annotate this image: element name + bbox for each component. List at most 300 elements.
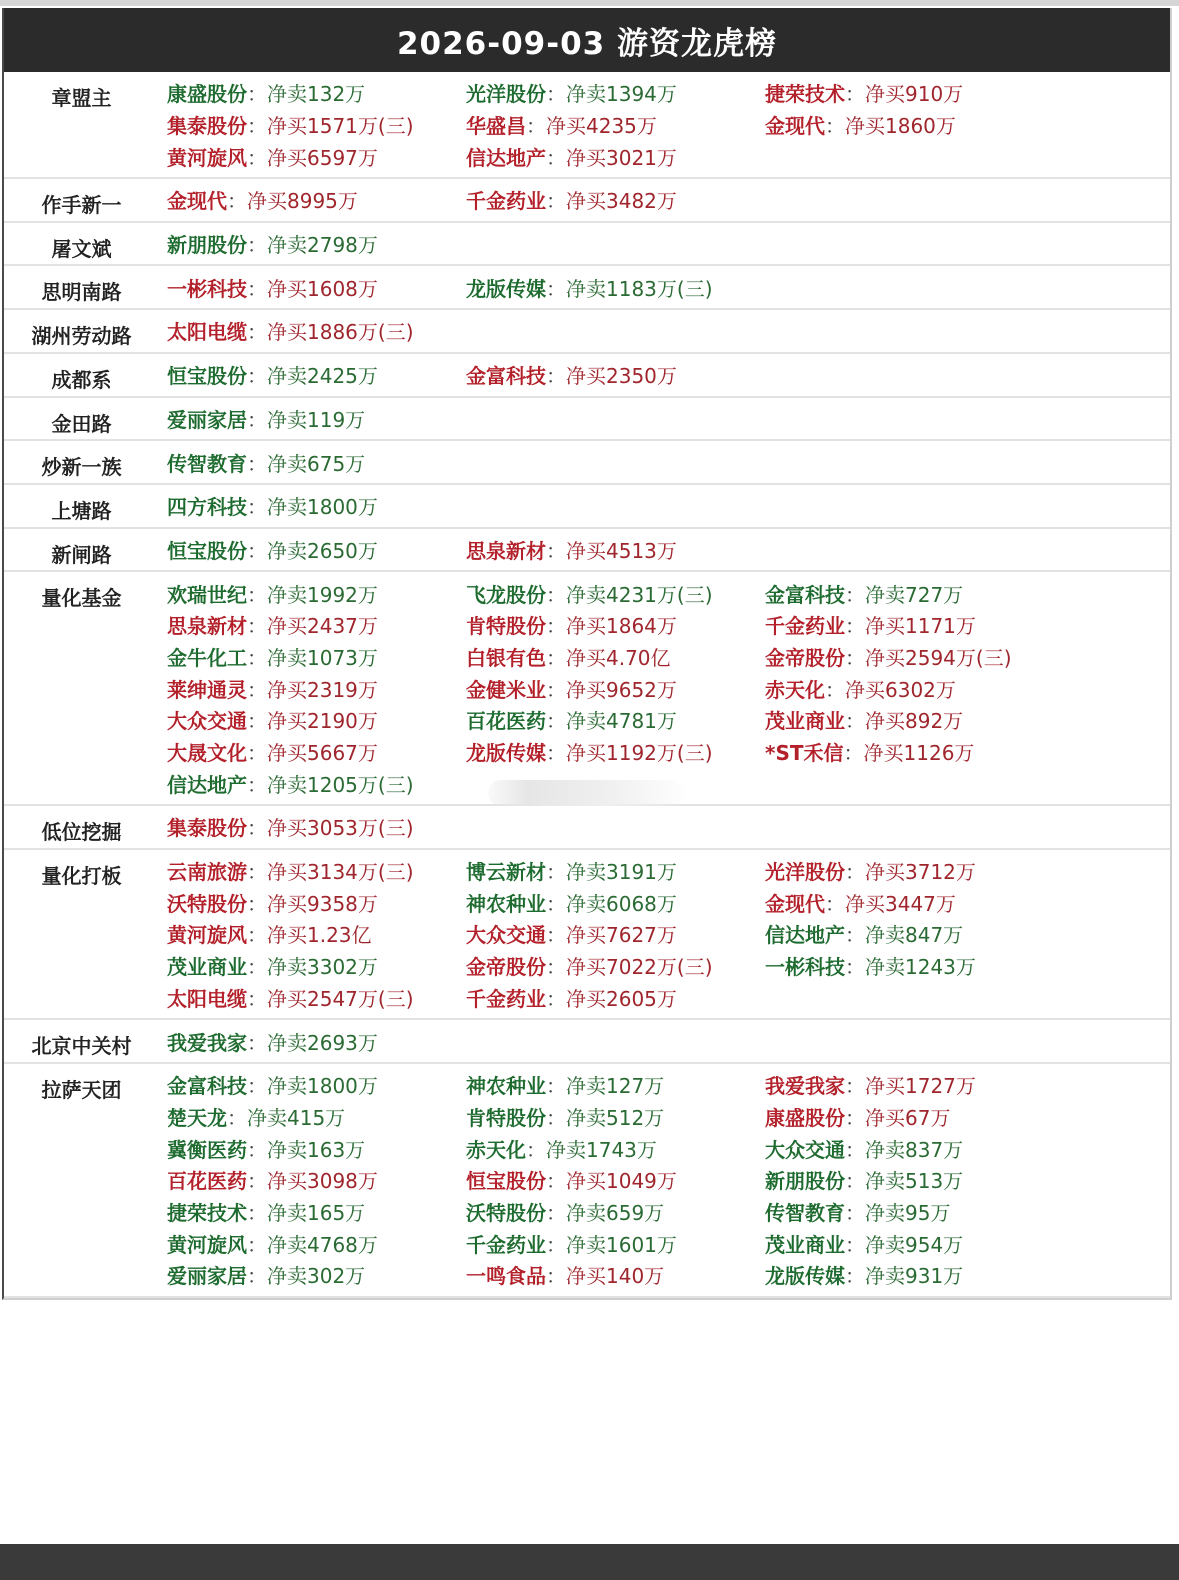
net-flow: 净买892万 xyxy=(865,709,964,734)
stock-name: 新朋股份 xyxy=(765,1169,845,1194)
net-flow: 净买9358万 xyxy=(267,891,378,916)
net-flow: 净买3021万 xyxy=(566,145,677,170)
separator: ： xyxy=(546,1264,566,1289)
stock-name: 金富科技 xyxy=(167,1074,247,1099)
stock-name: 捷荣技术 xyxy=(167,1200,247,1225)
net-flow: 净买2350万 xyxy=(566,364,677,389)
trade-entry xyxy=(466,705,765,734)
stock-name: 爱丽家居 xyxy=(167,1264,247,1289)
net-flow: 净买9652万 xyxy=(566,677,677,702)
separator: ： xyxy=(546,614,566,639)
net-flow: 净卖3302万 xyxy=(267,955,378,980)
trade-entry xyxy=(466,1229,765,1258)
separator: ： xyxy=(526,1137,546,1162)
trade-entry xyxy=(765,737,1165,766)
net-flow: 净卖727万 xyxy=(865,582,964,607)
trader-row xyxy=(4,1064,1170,1298)
trade-entry xyxy=(466,888,765,917)
trade-entry xyxy=(167,448,466,477)
separator: ： xyxy=(247,955,267,980)
stock-name: 莱绅通灵 xyxy=(167,677,247,702)
separator: ： xyxy=(247,1169,267,1194)
trade-entry xyxy=(466,674,765,703)
stock-name: 集泰股份 xyxy=(167,816,247,841)
net-flow: 净买7627万 xyxy=(566,923,677,948)
trader-name: 低位挖掘 xyxy=(41,820,122,845)
separator: ： xyxy=(247,495,267,520)
net-flow: 净买2605万 xyxy=(566,986,677,1011)
net-flow: 净买3712万 xyxy=(865,860,976,885)
trader-name: 量化打板 xyxy=(41,863,122,888)
stock-name: 金帝股份 xyxy=(765,645,845,670)
trader-row xyxy=(4,572,1170,806)
trade-entry xyxy=(466,360,765,389)
stock-name: 冀衡医药 xyxy=(167,1137,247,1162)
separator: ： xyxy=(546,986,566,1011)
trader-name: 章盟主 xyxy=(51,86,112,110)
stock-name: 信达地产 xyxy=(466,145,546,170)
stock-name: 一彬科技 xyxy=(167,276,247,301)
trader-row xyxy=(4,354,1170,398)
net-flow: 净卖1601万 xyxy=(566,1232,677,1257)
trade-entry xyxy=(167,856,466,885)
trade-entry xyxy=(466,1134,765,1163)
stock-name: 赤天化 xyxy=(466,1137,526,1162)
net-flow: 净买1727万 xyxy=(865,1074,976,1099)
stock-name: 龙版传媒 xyxy=(466,276,546,301)
trade-entry xyxy=(765,1070,1165,1099)
stock-name: 百花医药 xyxy=(466,709,546,734)
separator: ： xyxy=(247,407,267,432)
separator: ： xyxy=(247,614,267,639)
trade-list xyxy=(159,398,1170,440)
separator: ： xyxy=(825,677,845,702)
trade-entry xyxy=(765,579,1165,608)
stock-name: 欢瑞世纪 xyxy=(167,582,247,607)
stock-name: 龙版传媒 xyxy=(765,1264,845,1289)
separator: ： xyxy=(247,276,267,301)
trade-entry xyxy=(466,78,765,107)
trade-entry xyxy=(765,1229,1165,1258)
trade-list xyxy=(159,572,1170,804)
stock-name: 捷荣技术 xyxy=(765,82,845,107)
net-flow: 净卖302万 xyxy=(267,1264,366,1289)
trade-list xyxy=(159,441,1170,483)
trader-row xyxy=(4,850,1170,1020)
separator: ： xyxy=(546,364,566,389)
trader-row xyxy=(4,310,1170,354)
stock-name: 黄河旋风 xyxy=(167,1232,247,1257)
separator: ： xyxy=(247,114,267,139)
trade-entry xyxy=(466,642,765,671)
trade-list xyxy=(159,529,1170,571)
stock-name: 千金药业 xyxy=(466,986,546,1011)
net-flow: 净卖1743万 xyxy=(546,1137,657,1162)
trade-entry xyxy=(466,951,765,980)
trade-entry xyxy=(167,674,466,703)
separator: ： xyxy=(546,1074,566,1099)
trade-entry xyxy=(167,919,466,948)
trade-entry xyxy=(466,579,765,608)
stock-name: 茂业商业 xyxy=(765,1232,845,1257)
trade-list xyxy=(159,1020,1170,1062)
net-flow: 净买4513万 xyxy=(566,538,677,563)
separator: ： xyxy=(843,741,864,766)
separator: ： xyxy=(546,891,566,916)
stock-name: 黄河旋风 xyxy=(167,145,247,170)
trade-entry xyxy=(167,404,466,433)
separator: ： xyxy=(546,189,566,214)
trade-entry xyxy=(167,888,466,917)
net-flow: 净买1864万 xyxy=(566,614,677,639)
separator: ： xyxy=(546,145,566,170)
net-flow: 净买1886万(三) xyxy=(267,320,414,345)
net-flow: 净卖1183万(三) xyxy=(566,276,713,301)
stock-name: 大众交通 xyxy=(765,1137,845,1162)
net-flow: 净卖4768万 xyxy=(267,1232,378,1257)
trade-entry xyxy=(765,674,1165,703)
stock-name: 集泰股份 xyxy=(167,114,247,139)
stock-name: 大众交通 xyxy=(466,923,546,948)
top-strip xyxy=(0,0,1179,6)
stock-name: 思泉新材 xyxy=(466,538,546,563)
separator: ： xyxy=(845,1264,865,1289)
stock-name: 龙版传媒 xyxy=(466,741,546,766)
stock-name: 神农种业 xyxy=(466,891,546,916)
trade-entry xyxy=(466,142,765,171)
page-title: 2026-09-03 游资龙虎榜 xyxy=(4,8,1170,72)
net-flow: 净买67万 xyxy=(865,1105,951,1130)
separator: ： xyxy=(526,114,546,139)
trader-name: 金田路 xyxy=(51,411,112,436)
stock-name: 一彬科技 xyxy=(765,955,845,980)
trade-entry xyxy=(167,110,466,139)
separator: ： xyxy=(247,891,267,916)
stock-name: 太阳电缆 xyxy=(167,986,247,1011)
stock-name: 信达地产 xyxy=(765,923,845,948)
trade-entry xyxy=(466,983,765,1012)
stock-name: 千金药业 xyxy=(765,614,845,639)
net-flow: 净买2594万(三) xyxy=(865,645,1012,670)
trader-name: 量化基金 xyxy=(41,586,122,611)
separator: ： xyxy=(546,276,566,301)
separator: ： xyxy=(845,860,865,885)
net-flow: 净卖2650万 xyxy=(267,538,378,563)
net-flow: 净买1171万 xyxy=(865,614,976,639)
trade-entry xyxy=(167,491,466,520)
trader-row xyxy=(4,179,1170,223)
stock-name: 沃特股份 xyxy=(167,891,247,916)
net-flow: 净买2319万 xyxy=(267,677,378,702)
separator: ： xyxy=(845,1232,865,1257)
trade-entry xyxy=(167,1070,466,1099)
stock-name: 赤天化 xyxy=(765,677,825,702)
trade-entry xyxy=(167,316,466,345)
separator: ： xyxy=(227,1105,247,1130)
separator: ： xyxy=(247,451,267,476)
trade-entry xyxy=(167,1197,466,1226)
trader-row xyxy=(4,398,1170,442)
trader-row xyxy=(4,1020,1170,1064)
stock-name: 茂业商业 xyxy=(765,709,845,734)
separator: ： xyxy=(247,1137,267,1162)
separator: ： xyxy=(845,645,865,670)
stock-name: 太阳电缆 xyxy=(167,320,247,345)
net-flow: 净买140万 xyxy=(566,1264,665,1289)
trade-entry xyxy=(765,919,1165,948)
trader-row xyxy=(4,441,1170,485)
separator: ： xyxy=(247,923,267,948)
stock-name: 恒宝股份 xyxy=(167,364,247,389)
stock-name: 千金药业 xyxy=(466,1232,546,1257)
trade-entry xyxy=(167,705,466,734)
net-flow: 净买1608万 xyxy=(267,276,378,301)
separator: ： xyxy=(546,677,566,702)
net-flow: 净卖2425万 xyxy=(267,364,378,389)
net-flow: 净卖659万 xyxy=(566,1200,665,1225)
trader-row xyxy=(4,266,1170,310)
dragon-tiger-sheet xyxy=(2,8,1172,1300)
net-flow: 净买8995万 xyxy=(247,189,358,214)
net-flow: 净卖1800万 xyxy=(267,495,378,520)
stock-name: 茂业商业 xyxy=(167,955,247,980)
trade-entry xyxy=(167,1102,466,1131)
net-flow: 净买910万 xyxy=(865,82,964,107)
net-flow: 净买2437万 xyxy=(267,614,378,639)
net-flow: 净买1860万 xyxy=(845,114,956,139)
trade-list xyxy=(159,72,1170,177)
trade-entry xyxy=(167,535,466,564)
trader-row xyxy=(4,806,1170,850)
net-flow: 净卖1205万(三) xyxy=(267,772,414,797)
trader-name: 上塘路 xyxy=(51,498,112,523)
separator: ： xyxy=(546,645,566,670)
separator: ： xyxy=(845,1169,865,1194)
separator: ： xyxy=(247,709,267,734)
stock-name: 新朋股份 xyxy=(167,233,247,258)
stock-name: 飞龙股份 xyxy=(466,582,546,607)
net-flow: 净买1192万(三) xyxy=(566,741,713,766)
separator: ： xyxy=(546,1200,566,1225)
separator: ： xyxy=(247,582,267,607)
trader-row xyxy=(4,72,1170,179)
trader-name: 作手新一 xyxy=(41,193,122,218)
stock-name: 爱丽家居 xyxy=(167,407,247,432)
trade-entry xyxy=(167,737,466,766)
separator: ： xyxy=(247,145,267,170)
separator: ： xyxy=(247,741,267,766)
net-flow: 净卖2798万 xyxy=(267,233,378,258)
trader-row xyxy=(4,529,1170,573)
trade-entry xyxy=(466,1070,765,1099)
stock-name: 金帝股份 xyxy=(466,955,546,980)
net-flow: 净卖954万 xyxy=(865,1232,964,1257)
net-flow: 净买6302万 xyxy=(845,677,956,702)
separator: ： xyxy=(825,891,845,916)
net-flow: 净买3098万 xyxy=(267,1169,378,1194)
stock-name: 金现代 xyxy=(765,114,825,139)
separator: ： xyxy=(546,709,566,734)
separator: ： xyxy=(825,114,845,139)
net-flow: 净卖4781万 xyxy=(566,709,677,734)
separator: ： xyxy=(546,741,566,766)
separator: ： xyxy=(845,1137,865,1162)
net-flow: 净买5667万 xyxy=(267,741,378,766)
stock-name: 金现代 xyxy=(167,189,227,214)
trader-name: 成都系 xyxy=(51,367,112,392)
net-flow: 净买7022万(三) xyxy=(566,955,713,980)
trade-entry xyxy=(466,535,765,564)
trader-name: 北京中关村 xyxy=(31,1034,132,1059)
stock-name: 一鸣食品 xyxy=(466,1264,546,1289)
net-flow: 净卖847万 xyxy=(865,923,964,948)
net-flow: 净卖675万 xyxy=(267,451,366,476)
stock-name: 光洋股份 xyxy=(765,860,845,885)
separator: ： xyxy=(845,709,865,734)
stock-name: 我爱我家 xyxy=(765,1074,845,1099)
stock-name: 思泉新材 xyxy=(167,614,247,639)
separator: ： xyxy=(546,1232,566,1257)
separator: ： xyxy=(247,364,267,389)
trade-entry xyxy=(765,1102,1165,1131)
stock-name: 金富科技 xyxy=(466,364,546,389)
separator: ： xyxy=(247,860,267,885)
net-flow: 净买1126万 xyxy=(863,741,975,766)
trader-row xyxy=(4,223,1170,267)
trade-list xyxy=(159,1064,1170,1296)
stock-name: 金健米业 xyxy=(466,677,546,702)
net-flow: 净买1049万 xyxy=(566,1169,677,1194)
trade-entry xyxy=(466,737,765,766)
trade-entry xyxy=(466,856,765,885)
trade-entry xyxy=(466,185,765,214)
net-flow: 净卖2693万 xyxy=(267,1030,378,1055)
net-flow: 净买3053万(三) xyxy=(267,816,414,841)
trade-entry xyxy=(466,1197,765,1226)
trade-entry xyxy=(765,642,1165,671)
net-flow: 净买4235万 xyxy=(546,114,657,139)
trade-list xyxy=(159,266,1170,308)
trader-row xyxy=(4,485,1170,529)
separator: ： xyxy=(845,1105,865,1130)
stock-name: 楚天龙 xyxy=(167,1105,227,1130)
net-flow: 净买3482万 xyxy=(566,189,677,214)
trade-entry xyxy=(466,919,765,948)
trade-entry xyxy=(167,1134,466,1163)
net-flow: 净卖1800万 xyxy=(267,1074,378,1099)
stock-name: 黄河旋风 xyxy=(167,923,247,948)
trader-name: 湖州劳动路 xyxy=(31,324,132,349)
net-flow: 净卖3191万 xyxy=(566,860,677,885)
net-flow: 净卖837万 xyxy=(865,1137,964,1162)
net-flow: 净卖132万 xyxy=(267,82,366,107)
trade-entry xyxy=(765,1134,1165,1163)
trader-name: 炒新一族 xyxy=(41,455,122,480)
stock-name: 我爱我家 xyxy=(167,1030,247,1055)
trade-entry xyxy=(167,642,466,671)
stock-name: 四方科技 xyxy=(167,495,247,520)
trade-entry xyxy=(466,110,765,139)
stock-name: 华盛昌 xyxy=(466,114,526,139)
stock-name: 百花医药 xyxy=(167,1169,247,1194)
trade-entry xyxy=(167,769,466,798)
stock-name: 博云新材 xyxy=(466,860,546,885)
net-flow: 净卖415万 xyxy=(247,1105,346,1130)
stock-name: 金富科技 xyxy=(765,582,845,607)
separator: ： xyxy=(845,955,865,980)
trader-name: 屠文斌 xyxy=(51,236,112,261)
trade-list xyxy=(159,223,1170,265)
trade-entry xyxy=(466,273,765,302)
separator: ： xyxy=(247,1030,267,1055)
trade-entry xyxy=(765,705,1165,734)
separator: ： xyxy=(546,1105,566,1130)
stock-name: 光洋股份 xyxy=(466,82,546,107)
trade-entry xyxy=(466,1165,765,1194)
stock-name: 金现代 xyxy=(765,891,825,916)
stock-name: 金牛化工 xyxy=(167,645,247,670)
trade-list xyxy=(159,850,1170,1018)
stock-name: 肯特股份 xyxy=(466,614,546,639)
trade-entry xyxy=(167,273,466,302)
net-flow: 净卖931万 xyxy=(865,1264,964,1289)
stock-name: 白银有色 xyxy=(466,645,546,670)
trade-entry xyxy=(167,1165,466,1194)
separator: ： xyxy=(247,645,267,670)
separator: ： xyxy=(247,677,267,702)
separator: ： xyxy=(845,923,865,948)
separator: ： xyxy=(546,860,566,885)
trade-entry xyxy=(765,110,1165,139)
trade-entry xyxy=(765,951,1165,980)
net-flow: 净买3447万 xyxy=(845,891,956,916)
stock-name: 信达地产 xyxy=(167,772,247,797)
trade-entry xyxy=(167,1260,466,1289)
trade-entry xyxy=(167,78,466,107)
trade-entry xyxy=(167,983,466,1012)
trade-entry xyxy=(167,185,466,214)
separator: ： xyxy=(247,538,267,563)
trade-entry xyxy=(765,78,1165,107)
trade-entry xyxy=(765,1197,1165,1226)
stock-name: 肯特股份 xyxy=(466,1105,546,1130)
stock-name: 大众交通 xyxy=(167,709,247,734)
trade-entry xyxy=(167,610,466,639)
separator: ： xyxy=(546,538,566,563)
trader-name: 思明南路 xyxy=(41,280,122,305)
trade-entry xyxy=(167,1229,466,1258)
trade-list xyxy=(159,310,1170,352)
stock-name: 恒宝股份 xyxy=(466,1169,546,1194)
trade-entry xyxy=(466,1260,765,1289)
separator: ： xyxy=(247,1074,267,1099)
stock-name: 康盛股份 xyxy=(765,1105,845,1130)
separator: ： xyxy=(247,816,267,841)
net-flow: 净卖163万 xyxy=(267,1137,366,1162)
trade-entry xyxy=(466,1102,765,1131)
net-flow: 净买1.23亿 xyxy=(267,923,372,948)
trader-name: 拉萨天团 xyxy=(41,1077,122,1102)
net-flow: 净买4.70亿 xyxy=(566,645,671,670)
trade-entry xyxy=(167,229,466,258)
net-flow: 净买2190万 xyxy=(267,709,378,734)
net-flow: 净卖4231万(三) xyxy=(566,582,713,607)
stock-name: 云南旅游 xyxy=(167,860,247,885)
separator: ： xyxy=(546,582,566,607)
trade-entry xyxy=(765,888,1165,917)
trade-entry xyxy=(765,610,1165,639)
bottom-strip xyxy=(0,1544,1179,1580)
